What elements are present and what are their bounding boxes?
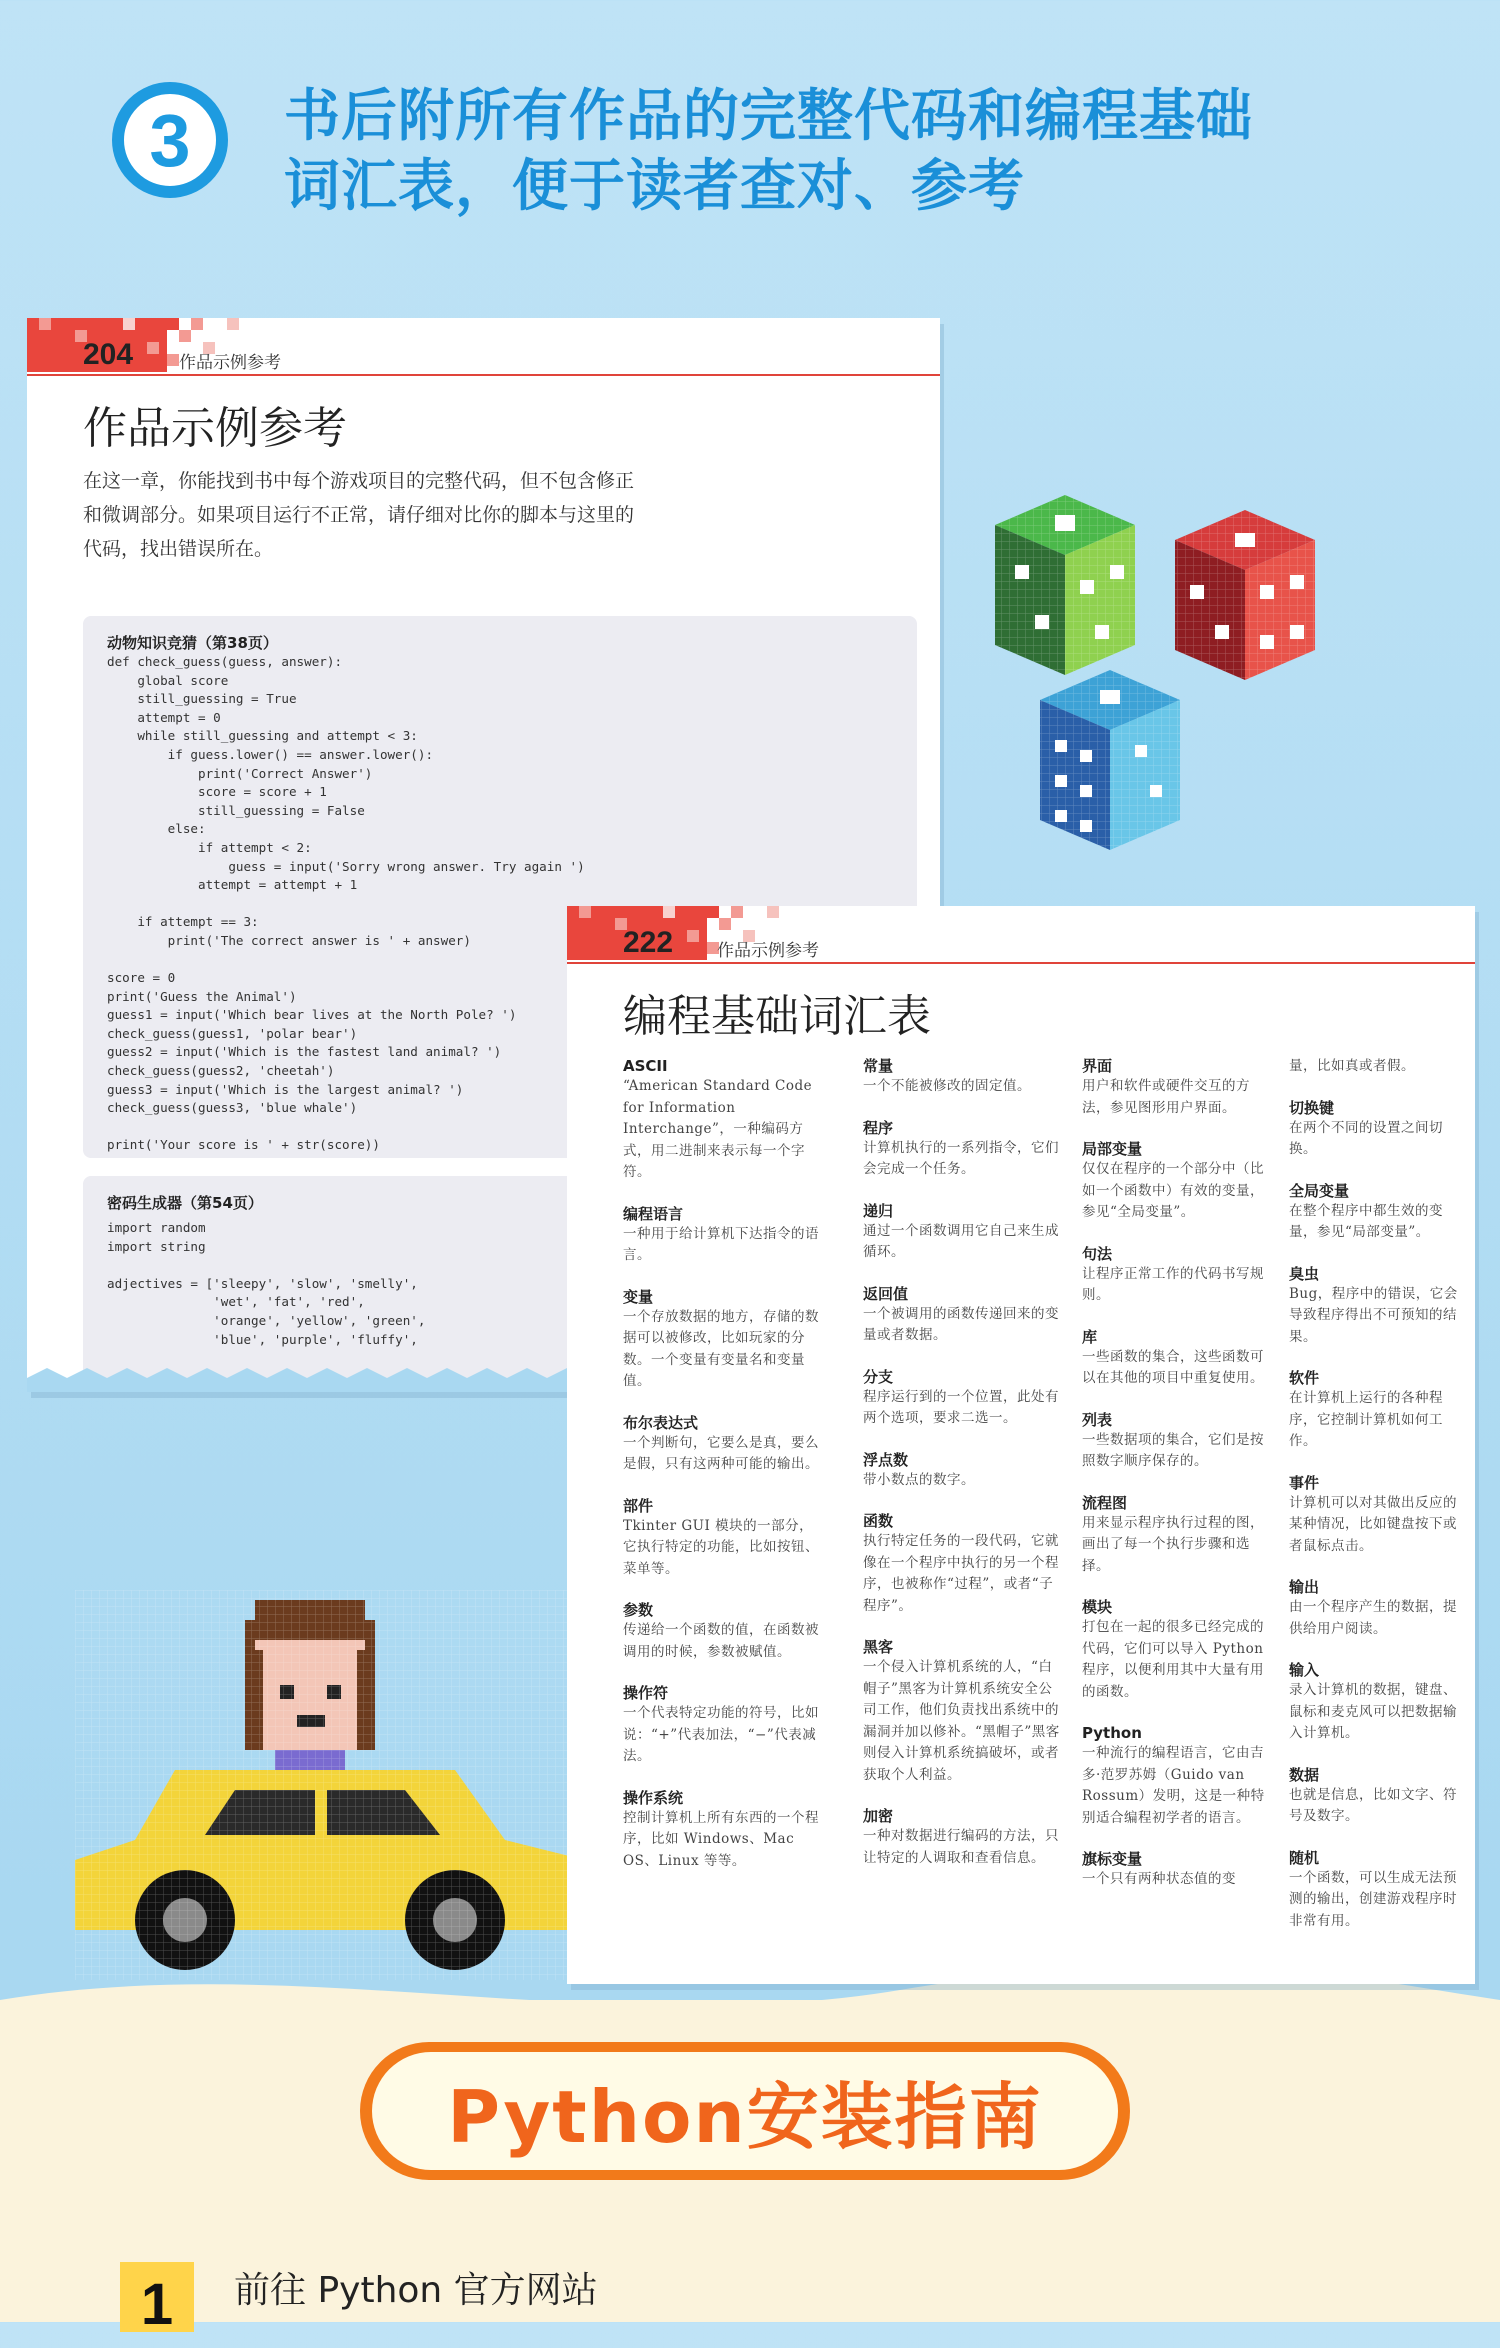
glossary-term: 模块	[1082, 1598, 1113, 1616]
glossary-term: 分支	[863, 1367, 894, 1386]
glossary-definition: 用来显示程序执行过程的图，画出了每一个执行步骤和选择。	[1082, 1514, 1264, 1574]
headline-line1: 书后附所有作品的完整代码和编程基础	[284, 84, 1253, 149]
glossary-term: 加密	[863, 1807, 894, 1825]
glossary-definition: 一个被调用的函数传递回来的变量或者数据。	[863, 1305, 1059, 1343]
glossary-definition: 一个代表特定功能的符号，比如说：“+”代表加法，“−”代表减法。	[623, 1705, 819, 1764]
code-block-title: 密码生成器（第54页）	[107, 1194, 263, 1212]
glossary-definition: 在两个不同的设置之间切换。	[1289, 1119, 1443, 1157]
headline	[284, 82, 1444, 222]
glossary-term: 局部变量	[1082, 1140, 1143, 1158]
glossary-term: 函数	[863, 1512, 894, 1530]
glossary-definition: 一个侵入计算机系统的人，“白帽子”黑客为计算机系统安全公司工作，他们负责找出系统中的漏洞并加以修补。“黑帽子”黑客则侵入计算机系统搞破坏，或者获取个人利益。	[863, 1659, 1060, 1783]
glossary-term: 浮点数	[863, 1450, 909, 1469]
install-guide-banner: Python安装指南	[372, 2052, 1118, 2170]
glossary-term: 句法	[1082, 1244, 1113, 1263]
glossary-term: 部件	[623, 1496, 654, 1515]
glossary-definition: 打包在一起的很多已经完成的代码，它们可以导入 Python 程序，以便利用其中大量有用的函数。	[1082, 1619, 1264, 1700]
pixel-car-illustration	[75, 1590, 605, 1980]
glossary-term: 切换键	[1289, 1098, 1335, 1117]
glossary-definition: 用户和软件或硬件交互的方法，参见图形用户界面。	[1082, 1078, 1250, 1116]
red-die	[1175, 510, 1315, 680]
header-rule	[27, 374, 940, 376]
glossary-definition: 仅仅在程序的一个部分中（比如一个函数中）有效的变量，参见“全局变量”。	[1082, 1161, 1264, 1220]
glossary-term: 全局变量	[1289, 1181, 1350, 1200]
glossary-definition: 控制计算机上所有东西的一个程序，比如 Windows、Mac OS、Linux 等等。	[623, 1809, 819, 1869]
glossary-term: 事件	[1289, 1473, 1320, 1492]
glossary-definition: 由一个程序产生的数据，提供给用户阅读。	[1289, 1599, 1457, 1637]
headline-line2: 词汇表，便于读者查对、参考	[284, 154, 1025, 219]
glossary-column	[1289, 1056, 1465, 1952]
glossary-definition: 一个只有两种状态值的变	[1082, 1871, 1236, 1887]
glossary-term: 递归	[863, 1201, 894, 1220]
glossary-definition: 通过一个函数调用它自己来生成循环。	[863, 1222, 1059, 1260]
glossary-definition: 一个不能被修改的固定值。	[863, 1078, 1031, 1094]
glossary-term: 随机	[1289, 1848, 1320, 1867]
glossary-definition: 量，比如真或者假。	[1289, 1058, 1415, 1074]
page-title: 编程基础词汇表	[623, 991, 931, 1042]
glossary-definition: 一些函数的集合，这些函数可以在其他的项目中重复使用。	[1082, 1348, 1264, 1386]
pixel-dice-illustration	[985, 485, 1335, 855]
glossary-term: 列表	[1082, 1410, 1113, 1429]
glossary-definition: 一个函数，可以生成无法预测的输出，创建游戏程序时非常有用。	[1289, 1869, 1457, 1929]
page-title: 作品示例参考	[83, 403, 347, 454]
glossary-definition: 一种流行的编程语言，它由吉多·范罗苏姆（Guido van Rossum）发明，这是一种特别适合编程初学者的语言。	[1082, 1745, 1265, 1826]
glossary-term: 返回值	[863, 1284, 909, 1303]
glossary-definition: 程序运行到的一个位置，此处有两个选项，要求二选一。	[863, 1388, 1059, 1426]
glossary-definition: 在计算机上运行的各种程序，它控制计算机如何工作。	[1289, 1390, 1443, 1449]
step-number: 3	[149, 98, 191, 182]
glossary-definition: 传递给一个函数的值，在函数被调用的时候，参数被赋值。	[623, 1622, 819, 1660]
glossary-term: 编程语言	[623, 1204, 684, 1223]
glossary-definition: 一些数据项的集合，它们是按照数字顺序保存的。	[1082, 1431, 1264, 1469]
glossary-definition: 一个判断句，它要么是真，要么是假，只有这两种可能的输出。	[623, 1434, 819, 1472]
blue-die	[1040, 670, 1180, 850]
step1-text: 前往 Python 官方网站	[234, 2270, 598, 2311]
glossary-term: 输入	[1289, 1661, 1320, 1679]
code-listing: import random import string adjectives = ['sleepy', 'slow', 'smelly', 'wet', 'fat', 'red', 'orange', 'yellow', 'green', 'blue', 'purple', 'fluffy',	[107, 1220, 426, 1347]
code-block-title: 动物知识竞猜（第38页）	[107, 634, 278, 652]
glossary-definition: Tkinter GUI 模块的一部分，它执行特定的功能，比如按钮、菜单等。	[623, 1517, 819, 1577]
glossary-term: 输出	[1289, 1578, 1320, 1596]
glossary-definition: 计算机可以对其做出反应的某种情况，比如键盘按下或者鼠标点击。	[1289, 1494, 1457, 1554]
glossary-definition: 也就是信息，比如文字、符号及数字。	[1289, 1786, 1457, 1824]
header-rule	[567, 962, 1475, 964]
glossary-term: 流程图	[1082, 1493, 1128, 1512]
page-number: 222	[623, 926, 674, 959]
glossary-term: 参数	[623, 1601, 654, 1619]
glossary-column	[863, 1056, 1061, 1889]
glossary-term: 黑客	[863, 1638, 894, 1656]
glossary-term: 程序	[863, 1118, 894, 1137]
glossary-definition: 执行特定任务的一段代码，它就像在一个程序中执行的另一个程序，也被称作“过程”，或者“子程序”。	[863, 1533, 1059, 1614]
glossary-term: 操作符	[623, 1684, 669, 1702]
glossary-definition: 一个存放数据的地方，存储的数据可以被修改，比如玩家的分数。一个变量有变量名和变量值。	[623, 1308, 819, 1389]
step-number-circle	[112, 82, 228, 198]
running-title: 作品示例参考	[717, 941, 819, 961]
glossary-column	[1082, 1056, 1272, 1911]
running-title: 作品示例参考	[179, 353, 281, 373]
code-listing: def check_guess(guess, answer): global score still_guessing = True attempt = 0 while still_guessing and attempt < 3: if guess.lower() == answer.lower(): print('Correct Answer') score = score + 1 still_guessing = False else: if attempt < 2: guess = input('Sorry wrong answer. Try again ') attempt = attempt + 1 if attempt == 3: print('The correct answer is ' + answer) score = 0 print('Guess the Animal') guess1 = input('Which bear lives at the North Pole? ') check_guess(guess1, 'polar bear') guess2 = input('Which is the fastest land animal? ') check_guess(guess2, 'cheetah') guess3 = input('Which is the largest animal? ') check_guess(guess3, 'blue whale') print('Your score is ' + str(score))	[107, 654, 585, 1153]
glossary-term: ASCII	[623, 1057, 668, 1075]
glossary-term: Python	[1082, 1724, 1142, 1742]
glossary-definition: Bug，程序中的错误，它会导致程序得出不可预知的结果。	[1289, 1285, 1458, 1345]
glossary-term: 库	[1082, 1327, 1098, 1346]
glossary-term: 操作系统	[623, 1788, 684, 1807]
glossary-term: 常量	[863, 1057, 894, 1075]
intro-text	[83, 464, 843, 566]
glossary-term: 旗标变量	[1082, 1850, 1143, 1868]
glossary-definition: 计算机执行的一系列指令，它们会完成一个任务。	[863, 1139, 1059, 1177]
page-glossary	[567, 906, 1475, 1984]
glossary-term: 变量	[623, 1287, 654, 1306]
intro-line: 和微调部分。如果项目运行不正常，请仔细对比你的脚本与这里的	[83, 504, 635, 526]
glossary-definition: 一种对数据进行编码的方法，只让特定的人调取和查看信息。	[863, 1828, 1059, 1866]
page-number: 204	[83, 338, 134, 371]
glossary-term: 软件	[1289, 1369, 1320, 1387]
intro-line: 在这一章，你能找到书中每个游戏项目的完整代码，但不包含修正	[83, 470, 635, 492]
glossary-definition: 在整个程序中都生效的变量，参见“局部变量”。	[1289, 1202, 1443, 1240]
intro-line: 代码，找出错误所在。	[83, 538, 274, 560]
glossary-definition: 让程序正常工作的代码书写规则。	[1082, 1265, 1264, 1303]
glossary-definition: 一种用于给计算机下达指令的语言。	[623, 1225, 819, 1263]
step1-number: 1	[120, 2262, 194, 2332]
glossary-term: 数据	[1289, 1765, 1320, 1784]
green-die	[995, 495, 1135, 675]
glossary-column	[623, 1056, 819, 1892]
glossary-term: 臭虫	[1289, 1264, 1320, 1283]
glossary-term: 布尔表达式	[623, 1413, 699, 1432]
glossary-definition: “American Standard Code for Information Interchange”，一种编码方式，用二进制来表示每一个字符。	[623, 1078, 813, 1180]
glossary-definition: 录入计算机的数据，键盘、鼠标和麦克风可以把数据输入计算机。	[1289, 1682, 1457, 1741]
glossary-term: 界面	[1082, 1057, 1113, 1075]
glossary-definition: 带小数点的数字。	[863, 1471, 975, 1488]
